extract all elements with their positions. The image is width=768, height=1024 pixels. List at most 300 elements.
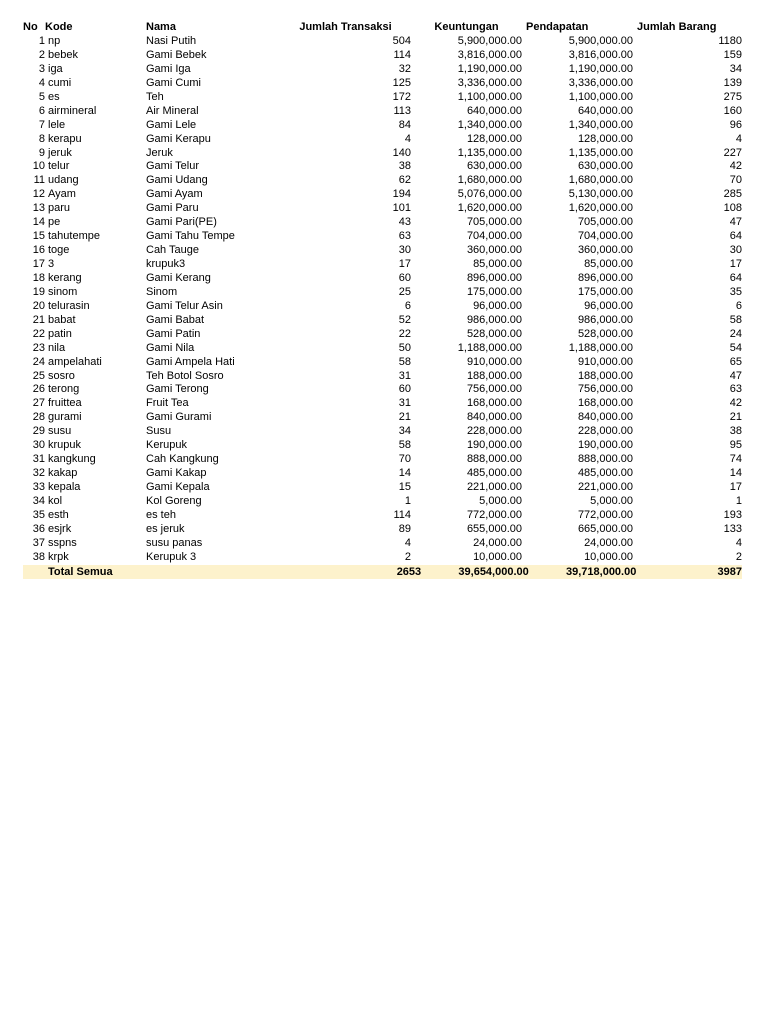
cell-keuntungan: 10,000.00 — [473, 550, 522, 563]
table-row — [23, 509, 742, 523]
cell-jumlah-barang: 108 — [723, 202, 742, 215]
cell-jumlah-transaksi: 89 — [398, 522, 411, 535]
cell-nama: Air Mineral — [146, 104, 199, 117]
cell-keuntungan: 1,340,000.00 — [457, 118, 522, 131]
cell-pendapatan: 756,000.00 — [577, 383, 633, 396]
cell-pendapatan: 888,000.00 — [577, 453, 633, 466]
cell-kode: es — [48, 90, 60, 103]
table-row — [23, 49, 742, 63]
table-row — [23, 147, 742, 161]
table-row — [23, 202, 742, 216]
cell-nama: Gami Cumi — [146, 76, 202, 89]
cell-kode: telur — [48, 160, 70, 173]
cell-jumlah-transaksi: 22 — [398, 327, 411, 340]
cell-keuntungan: 485,000.00 — [466, 467, 522, 480]
cell-no: 10 — [32, 160, 45, 173]
cell-no: 17 — [32, 258, 45, 270]
cell-nama: Cah Kangkung — [146, 453, 219, 466]
cell-kode: udang — [48, 174, 79, 187]
cell-no: 34 — [32, 494, 45, 507]
cell-nama: Gami Gurami — [146, 411, 212, 424]
table-body — [23, 35, 742, 565]
table-row — [23, 244, 742, 258]
cell-keuntungan: 1,188,000.00 — [457, 341, 522, 354]
cell-kode: babat — [48, 313, 76, 326]
cell-nama: Gami Pari(PE) — [146, 216, 217, 229]
header-kode: Kode — [45, 21, 73, 33]
cell-keuntungan: 3,816,000.00 — [457, 48, 522, 61]
cell-no: 4 — [38, 76, 45, 89]
cell-jumlah-barang: 38 — [729, 425, 742, 438]
cell-jumlah-barang: 285 — [723, 188, 742, 201]
cell-keuntungan: 896,000.00 — [466, 271, 522, 284]
cell-kode: cumi — [48, 76, 72, 89]
cell-keuntungan: 772,000.00 — [466, 508, 522, 521]
cell-keuntungan: 756,000.00 — [466, 383, 522, 396]
cell-no: 36 — [32, 522, 45, 535]
table-row — [23, 411, 742, 425]
cell-kode: lele — [48, 118, 66, 131]
table-row — [23, 174, 742, 188]
cell-no: 2 — [38, 48, 45, 61]
cell-pendapatan: 188,000.00 — [577, 369, 633, 382]
cell-nama: Fruit Tea — [146, 397, 189, 410]
cell-jumlah-transaksi: 125 — [392, 76, 411, 89]
cell-keuntungan: 5,900,000.00 — [457, 35, 522, 47]
cell-pendapatan: 1,100,000.00 — [568, 90, 633, 103]
cell-keuntungan: 1,135,000.00 — [457, 146, 522, 159]
cell-keuntungan: 1,620,000.00 — [457, 202, 522, 215]
cell-no: 28 — [32, 411, 45, 424]
cell-kode: kol — [48, 494, 63, 507]
cell-pendapatan: 896,000.00 — [577, 271, 633, 284]
cell-keuntungan: 168,000.00 — [466, 397, 522, 410]
cell-kode: sosro — [48, 369, 75, 382]
table-row — [23, 425, 742, 439]
cell-no: 27 — [32, 397, 45, 410]
cell-kode: np — [48, 35, 61, 47]
cell-keuntungan: 190,000.00 — [466, 439, 522, 452]
cell-jumlah-barang: 4 — [735, 132, 742, 145]
table-row — [23, 119, 742, 133]
table-row — [23, 160, 742, 174]
table-row — [23, 467, 742, 481]
cell-pendapatan: 5,000.00 — [590, 494, 633, 507]
cell-jumlah-transaksi: 31 — [398, 369, 411, 382]
header-nama: Nama — [146, 21, 176, 33]
cell-nama: Teh — [146, 90, 164, 103]
cell-jumlah-barang: 227 — [723, 146, 742, 159]
cell-nama: Gami Tahu Tempe — [146, 230, 235, 243]
header-pendapatan: Pendapatan — [526, 21, 589, 33]
table-row — [23, 383, 742, 397]
cell-nama: krupuk3 — [146, 258, 186, 270]
cell-jumlah-transaksi: 34 — [398, 425, 411, 438]
cell-jumlah-barang: 65 — [729, 355, 742, 368]
cell-jumlah-transaksi: 60 — [398, 383, 411, 396]
cell-jumlah-barang: 160 — [723, 104, 742, 117]
cell-nama: Susu — [146, 425, 172, 438]
cell-keuntungan: 655,000.00 — [466, 522, 522, 535]
cell-keuntungan: 5,000.00 — [479, 494, 522, 507]
cell-kode: telurasin — [48, 299, 90, 312]
cell-nama: Gami Patin — [146, 327, 201, 340]
table-row — [23, 91, 742, 105]
cell-keuntungan: 888,000.00 — [466, 453, 522, 466]
cell-keuntungan: 24,000.00 — [473, 536, 522, 549]
cell-jumlah-transaksi: 114 — [393, 508, 411, 521]
cell-jumlah-barang: 159 — [723, 48, 742, 61]
cell-nama: Gami Telur Asin — [146, 299, 223, 312]
cell-no: 20 — [32, 299, 45, 312]
cell-no: 38 — [32, 550, 45, 563]
cell-nama: Kol Goreng — [146, 494, 202, 507]
cell-jumlah-barang: 4 — [735, 536, 742, 549]
cell-no: 30 — [32, 439, 45, 452]
cell-nama: Sinom — [146, 285, 178, 298]
table-row — [23, 230, 742, 244]
header-keuntungan: Keuntungan — [434, 21, 499, 33]
cell-keuntungan: 704,000.00 — [466, 230, 522, 243]
cell-nama: Gami Iga — [146, 62, 191, 75]
cell-jumlah-barang: 63 — [729, 383, 742, 396]
cell-keuntungan: 705,000.00 — [466, 216, 522, 229]
cell-pendapatan: 5,130,000.00 — [568, 188, 633, 201]
cell-nama: susu panas — [146, 536, 203, 549]
cell-kode: iga — [48, 62, 63, 75]
cell-keuntungan: 228,000.00 — [466, 425, 522, 438]
cell-pendapatan: 1,620,000.00 — [568, 202, 633, 215]
cell-pendapatan: 910,000.00 — [577, 355, 633, 368]
cell-jumlah-barang: 64 — [729, 230, 742, 243]
table-row — [23, 439, 742, 453]
cell-jumlah-barang: 1180 — [718, 35, 742, 47]
cell-keuntungan: 96,000.00 — [473, 299, 522, 312]
cell-kode: jeruk — [48, 146, 72, 159]
cell-kode: bebek — [48, 48, 78, 61]
cell-jumlah-transaksi: 140 — [392, 146, 411, 159]
cell-jumlah-transaksi: 14 — [398, 467, 411, 480]
cell-kode: patin — [48, 327, 72, 340]
cell-kode: krupuk — [48, 439, 82, 452]
cell-kode: krpk — [48, 550, 69, 563]
cell-jumlah-transaksi: 62 — [398, 174, 411, 187]
cell-jumlah-barang: 17 — [729, 258, 742, 270]
cell-no: 22 — [32, 327, 45, 340]
cell-no: 5 — [38, 90, 45, 103]
cell-jumlah-barang: 96 — [729, 118, 742, 131]
cell-pendapatan: 5,900,000.00 — [568, 35, 633, 47]
table-row — [23, 537, 742, 551]
cell-pendapatan: 704,000.00 — [577, 230, 633, 243]
cell-no: 24 — [32, 355, 45, 368]
table-row — [23, 188, 742, 202]
cell-jumlah-barang: 2 — [735, 550, 742, 563]
cell-no: 8 — [38, 132, 45, 145]
cell-jumlah-barang: 74 — [729, 453, 742, 466]
cell-no: 29 — [32, 425, 45, 438]
cell-kode: esjrk — [48, 522, 72, 535]
cell-kode: 3 — [48, 258, 55, 270]
table-row — [23, 314, 742, 328]
cell-keuntungan: 986,000.00 — [466, 313, 522, 326]
cell-keuntungan: 188,000.00 — [466, 369, 522, 382]
cell-jumlah-transaksi: 60 — [398, 271, 411, 284]
cell-kode: tahutempe — [48, 230, 100, 243]
cell-jumlah-transaksi: 113 — [393, 104, 411, 117]
cell-jumlah-barang: 42 — [729, 397, 742, 410]
cell-pendapatan: 1,188,000.00 — [568, 341, 633, 354]
cell-jumlah-transaksi: 1 — [404, 494, 411, 507]
cell-no: 21 — [32, 313, 45, 326]
cell-keuntungan: 3,336,000.00 — [457, 76, 522, 89]
table-row — [23, 481, 742, 495]
cell-jumlah-transaksi: 17 — [398, 258, 411, 270]
cell-keuntungan: 5,076,000.00 — [457, 188, 522, 201]
cell-jumlah-transaksi: 58 — [398, 355, 411, 368]
cell-no: 16 — [32, 244, 45, 257]
cell-kode: esth — [48, 508, 69, 521]
cell-kode: airmineral — [48, 104, 97, 117]
cell-keuntungan: 840,000.00 — [466, 411, 522, 424]
cell-jumlah-transaksi: 50 — [398, 341, 411, 354]
cell-pendapatan: 128,000.00 — [577, 132, 633, 145]
cell-kode: ampelahati — [48, 355, 102, 368]
cell-jumlah-transaksi: 30 — [398, 244, 411, 257]
cell-nama: Gami Kakap — [146, 467, 207, 480]
table-row — [23, 272, 742, 286]
cell-nama: Gami Kerang — [146, 271, 211, 284]
table-row — [23, 63, 742, 77]
cell-no: 15 — [32, 230, 45, 243]
cell-pendapatan: 24,000.00 — [584, 536, 633, 549]
table-row — [23, 216, 742, 230]
cell-no: 25 — [32, 369, 45, 382]
cell-no: 13 — [32, 202, 45, 215]
cell-kode: kerapu — [48, 132, 82, 145]
table-row — [23, 551, 742, 565]
cell-pendapatan: 528,000.00 — [577, 327, 633, 340]
cell-no: 1 — [38, 35, 45, 47]
cell-pendapatan: 168,000.00 — [577, 397, 633, 410]
table-row — [23, 77, 742, 91]
cell-nama: Gami Kepala — [146, 481, 210, 493]
cell-no: 37 — [32, 536, 45, 549]
cell-kode: kepala — [48, 481, 81, 493]
cell-jumlah-transaksi: 2 — [404, 550, 411, 563]
cell-jumlah-barang: 54 — [729, 341, 742, 354]
table-row — [23, 258, 742, 272]
header-no: No — [23, 21, 38, 33]
cell-nama: es teh — [146, 508, 176, 521]
cell-jumlah-barang: 64 — [729, 271, 742, 284]
header-jumlah-barang: Jumlah Barang — [637, 21, 717, 33]
cell-keuntungan: 175,000.00 — [466, 285, 522, 298]
cell-nama: Gami Babat — [146, 313, 205, 326]
cell-jumlah-barang: 34 — [729, 62, 742, 75]
cell-jumlah-transaksi: 32 — [398, 62, 411, 75]
cell-jumlah-transaksi: 25 — [398, 285, 411, 298]
cell-no: 14 — [32, 216, 45, 229]
cell-kode: kerang — [48, 271, 82, 284]
cell-keuntungan: 1,680,000.00 — [457, 174, 522, 187]
table-row — [23, 342, 742, 356]
cell-pendapatan: 1,190,000.00 — [568, 62, 633, 75]
cell-no: 9 — [38, 146, 45, 159]
sales-report-table — [23, 20, 742, 579]
cell-jumlah-barang: 35 — [729, 285, 742, 298]
cell-pendapatan: 640,000.00 — [577, 104, 633, 117]
cell-pendapatan: 360,000.00 — [577, 244, 633, 257]
table-row — [23, 328, 742, 342]
cell-no: 3 — [38, 62, 45, 75]
cell-kode: sinom — [48, 285, 78, 298]
cell-nama: Gami Terong — [146, 383, 209, 396]
cell-pendapatan: 85,000.00 — [584, 258, 633, 270]
cell-jumlah-transaksi: 52 — [398, 313, 411, 326]
cell-jumlah-barang: 17 — [729, 481, 742, 493]
total-keuntungan: 39,654,000.00 — [458, 565, 529, 578]
cell-no: 18 — [32, 271, 45, 284]
cell-kode: nila — [48, 341, 66, 354]
cell-keuntungan: 360,000.00 — [466, 244, 522, 257]
cell-nama: Gami Paru — [146, 202, 199, 215]
cell-pendapatan: 96,000.00 — [584, 299, 633, 312]
cell-jumlah-barang: 42 — [729, 160, 742, 173]
table-row — [23, 397, 742, 411]
cell-jumlah-barang: 58 — [729, 313, 742, 326]
cell-kode: kakap — [48, 467, 78, 480]
cell-jumlah-transaksi: 43 — [398, 216, 411, 229]
cell-pendapatan: 3,336,000.00 — [568, 76, 633, 89]
table-row — [23, 133, 742, 147]
cell-jumlah-barang: 133 — [723, 522, 742, 535]
cell-kode: gurami — [48, 411, 82, 424]
total-row — [23, 565, 742, 579]
cell-nama: Gami Ayam — [146, 188, 203, 201]
header-jumlah-transaksi: Jumlah Transaksi — [299, 21, 392, 33]
cell-kode: pe — [48, 216, 61, 229]
cell-jumlah-transaksi: 172 — [392, 90, 411, 103]
cell-kode: kangkung — [48, 453, 96, 466]
cell-kode: sspns — [48, 536, 77, 549]
cell-nama: Gami Udang — [146, 174, 208, 187]
cell-kode: toge — [48, 244, 70, 257]
cell-pendapatan: 3,816,000.00 — [568, 48, 633, 61]
cell-jumlah-barang: 1 — [735, 494, 742, 507]
cell-nama: Nasi Putih — [146, 35, 197, 47]
cell-no: 35 — [32, 508, 45, 521]
cell-keuntungan: 910,000.00 — [466, 355, 522, 368]
cell-pendapatan: 1,680,000.00 — [568, 174, 633, 187]
cell-jumlah-transaksi: 6 — [404, 299, 411, 312]
cell-nama: Kerupuk 3 — [146, 550, 197, 563]
cell-nama: Gami Bebek — [146, 48, 207, 61]
cell-jumlah-barang: 14 — [729, 467, 742, 480]
cell-no: 32 — [32, 467, 45, 480]
total-pendapatan: 39,718,000.00 — [566, 565, 637, 578]
cell-jumlah-transaksi: 63 — [398, 230, 411, 243]
cell-pendapatan: 665,000.00 — [577, 522, 633, 535]
cell-pendapatan: 986,000.00 — [577, 313, 633, 326]
cell-jumlah-transaksi: 58 — [398, 439, 411, 452]
cell-jumlah-transaksi: 114 — [393, 48, 411, 61]
cell-nama: Jeruk — [146, 146, 173, 159]
cell-jumlah-transaksi: 21 — [398, 411, 411, 424]
cell-no: 23 — [32, 341, 45, 354]
table-row — [23, 356, 742, 370]
table-row — [23, 286, 742, 300]
cell-pendapatan: 1,340,000.00 — [568, 118, 633, 131]
cell-no: 12 — [32, 188, 45, 201]
table-row — [23, 370, 742, 384]
cell-jumlah-transaksi: 4 — [404, 132, 411, 145]
table-row — [23, 453, 742, 467]
cell-no: 19 — [32, 285, 45, 298]
cell-pendapatan: 175,000.00 — [577, 285, 633, 298]
cell-pendapatan: 630,000.00 — [577, 160, 633, 173]
cell-pendapatan: 190,000.00 — [577, 439, 633, 452]
cell-pendapatan: 228,000.00 — [577, 425, 633, 438]
total-jumlah-barang: 3987 — [717, 565, 743, 578]
cell-jumlah-barang: 139 — [723, 76, 742, 89]
total-jumlah-transaksi: 2653 — [396, 565, 422, 578]
table-row — [23, 35, 742, 49]
cell-keuntungan: 640,000.00 — [466, 104, 522, 117]
cell-no: 33 — [32, 481, 45, 493]
cell-pendapatan: 705,000.00 — [577, 216, 633, 229]
cell-kode: fruittea — [48, 397, 82, 410]
cell-pendapatan: 772,000.00 — [577, 508, 633, 521]
cell-kode: susu — [48, 425, 72, 438]
cell-nama: Gami Kerapu — [146, 132, 211, 145]
table-header-row — [23, 20, 742, 35]
cell-jumlah-barang: 24 — [729, 327, 742, 340]
cell-jumlah-transaksi: 84 — [398, 118, 411, 131]
table-row — [23, 105, 742, 119]
cell-keuntungan: 128,000.00 — [466, 132, 522, 145]
cell-nama: Gami Telur — [146, 160, 199, 173]
cell-kode: Ayam — [48, 188, 76, 201]
cell-jumlah-barang: 95 — [729, 439, 742, 452]
cell-no: 7 — [38, 118, 45, 131]
cell-jumlah-transaksi: 4 — [404, 536, 411, 549]
cell-jumlah-transaksi: 101 — [392, 202, 411, 215]
cell-jumlah-barang: 70 — [729, 174, 742, 187]
cell-jumlah-barang: 275 — [723, 90, 742, 103]
cell-jumlah-barang: 21 — [729, 411, 742, 424]
total-label: Total Semua — [48, 565, 113, 578]
cell-nama: Gami Ampela Hati — [146, 355, 235, 368]
cell-no: 26 — [32, 383, 45, 396]
cell-nama: Gami Nila — [146, 341, 195, 354]
cell-pendapatan: 1,135,000.00 — [568, 146, 633, 159]
cell-keuntungan: 1,100,000.00 — [457, 90, 522, 103]
cell-jumlah-transaksi: 70 — [398, 453, 411, 466]
cell-nama: es jeruk — [146, 522, 185, 535]
cell-pendapatan: 485,000.00 — [577, 467, 633, 480]
cell-keuntungan: 528,000.00 — [466, 327, 522, 340]
cell-nama: Kerupuk — [146, 439, 187, 452]
table-row — [23, 523, 742, 537]
cell-jumlah-barang: 6 — [735, 299, 742, 312]
cell-kode: terong — [48, 383, 80, 396]
cell-pendapatan: 840,000.00 — [577, 411, 633, 424]
cell-jumlah-transaksi: 15 — [398, 481, 411, 493]
cell-keuntungan: 221,000.00 — [466, 481, 522, 493]
cell-nama: Teh Botol Sosro — [146, 369, 224, 382]
table-row — [23, 300, 742, 314]
